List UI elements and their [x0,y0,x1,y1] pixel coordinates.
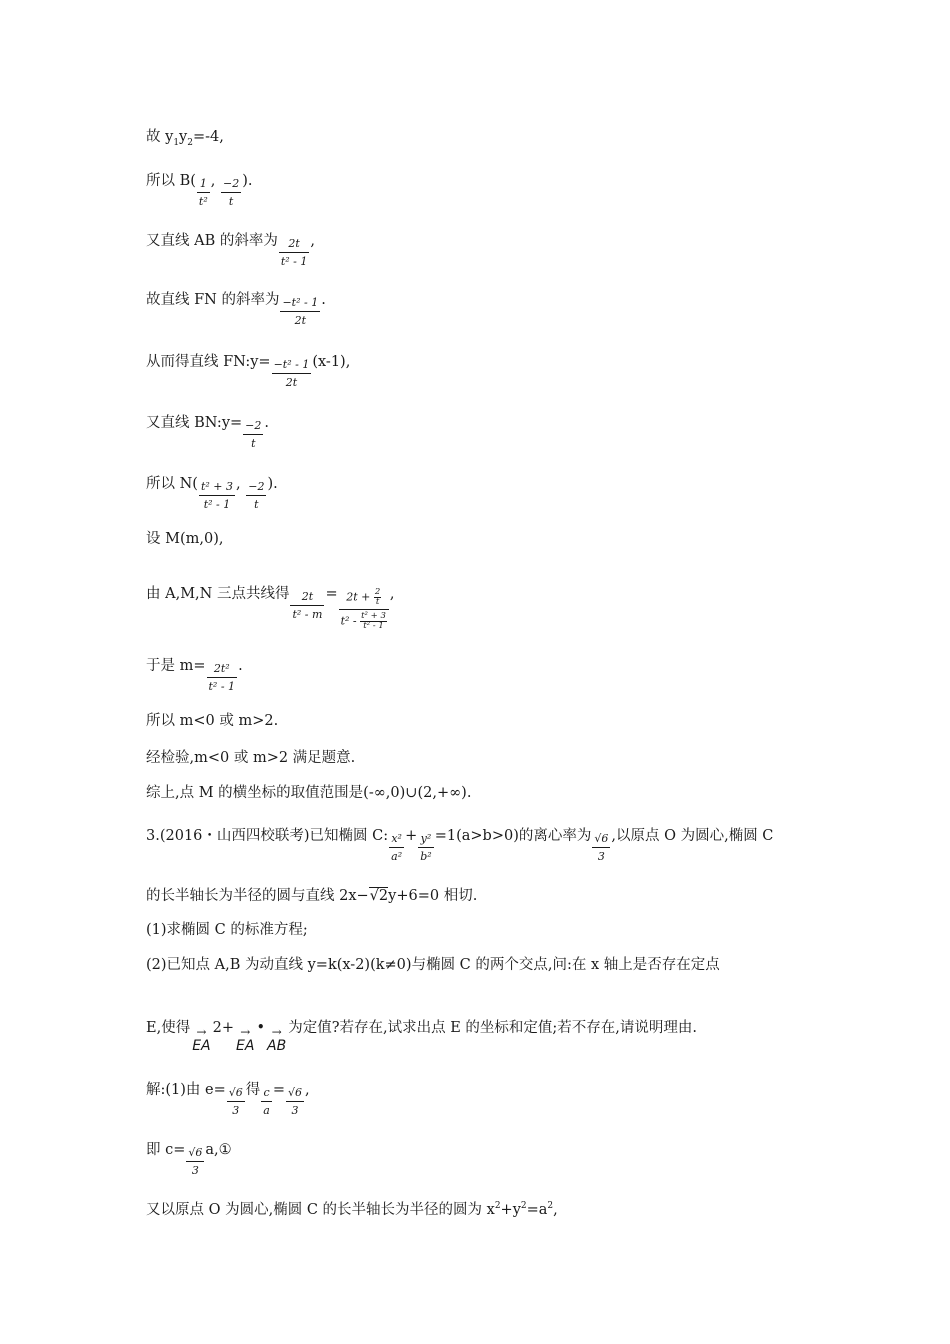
line-2: 所以 B( $\frac{1}{\text{t²}}$ , $\frac{-2}{t}$ ). [146,173,253,208]
fraction: $\frac{\text{y²}}{\text{b²}}$ [420,832,432,863]
fraction: $\frac{√6}{3}$ [188,1146,203,1177]
fraction: $\frac{\text{2t²}}{\text{t² - 1}}$ [208,662,236,693]
line-13: 综上,点 M 的横坐标的取值范围是(-∞,0)∪(2,+∞). [146,785,472,801]
line-7: 所以 N( $\frac{\text{t² + 3}}{\text{t² - 1}}$ , $\frac{-2}{t}$ ). [146,476,278,511]
fraction: $\frac{\text{−t² - 1}}{2t}$ [273,358,310,389]
line-11: 所以 m<0 或 m>2. [146,713,279,729]
line-16: (1)求椭圆 C 的标准方程; [146,922,308,938]
fraction: $\frac{2t}{\text{t² - m}}$ [292,590,323,621]
fraction: $\frac{\text{x²}}{\text{a²}}$ [391,832,403,863]
line-15: 的长半轴长为半径的圆与直线 2x−√2y+6=0 相切. [146,888,478,904]
compound-fraction: 2t + $\frac{2}{t}$ t² - $\frac{\text{t² + 3}}{\text{t² - 1}}$ [339,588,389,631]
fraction: $\frac{-2}{t}$ [245,419,262,450]
vector-ea: → EA [192,1025,211,1054]
line-9: 由 A,M,N 三点共线得 $\frac{2t}{\text{t² - m}}$ = 2t + $\frac{2}{t}$ t² - $\frac{\text{t² + 3}}{\text{t² - 1}}$ , [146,586,395,631]
line-1: 故 $y_1y_2=-4$, [146,129,224,148]
radical: √2 [369,888,389,904]
line-14: 3.(2016・山西四校联考)已知椭圆 C: $\frac{\text{x²}}{\text{a²}}$ + $\frac{\text{y²}}{\text{b²}}$ =1(a>b>0)的离心率为 $\frac{√6}{3}$ ,以原点 O 为圆心,椭圆 C [146,828,774,863]
line-21: 又以原点 O 为圆心,椭圆 C 的长半轴长为半径的圆为 $x^2+y^2=a^2$, [146,1201,558,1218]
fraction: $\frac{\text{−t² - 1}}{2t}$ [282,296,319,327]
fraction: $\frac{-2}{t}$ [248,480,265,511]
vector-ea: → EA [236,1025,255,1054]
line-4: 故直线 FN 的斜率为 $\frac{\text{−t² - 1}}{2t}$ . [146,292,326,327]
line-20: 即 c= $\frac{√6}{3}$ a,① [146,1142,232,1177]
line-12: 经检验,m<0 或 m>2 满足题意. [146,750,356,766]
fraction: $\frac{-2}{t}$ [222,177,240,208]
fraction: $\frac{c}{a}$ [263,1086,270,1117]
fraction: $\frac{2t}{\text{t² - 1}}$ [280,237,308,268]
fraction: $\frac{1}{\text{t²}}$ [198,177,208,208]
line-17: (2)已知点 A,B 为动直线 y=k(x-2)(k≠0)与椭圆 C 的两个交点,问:在 x 轴上是否存在定点 [146,957,720,973]
fraction: $\frac{√6}{3}$ [594,832,609,863]
fraction: $\frac{\text{t² + 3}}{\text{t² - 1}}$ [200,480,234,511]
line-19: 解:(1)由 e= $\frac{√6}{3}$ 得 $\frac{c}{a}$ = $\frac{√6}{3}$ , [146,1082,310,1117]
line-8: 设 M(m,0), [146,531,224,547]
vector-ab: → AB [267,1025,287,1054]
fraction: $\frac{√6}{3}$ [228,1086,243,1117]
line-5: 从而得直线 FN:y= $\frac{\text{−t² - 1}}{2t}$ (x-1), [146,354,351,389]
line-6: 又直线 BN:y= $\frac{-2}{t}$ . [146,415,269,450]
line-3: 又直线 AB 的斜率为 $\frac{2t}{\text{t² - 1}}$ , [146,233,316,268]
line-10: 于是 m= $\frac{\text{2t²}}{\text{t² - 1}}$ . [146,658,243,693]
line-18: E,使得 → EA 2+ → EA • → AB 为定值?若存在,试求出点 E 的坐标和定值;若不存在,请说明理由. [146,1020,697,1054]
fraction: $\frac{√6}{3}$ [288,1086,303,1117]
